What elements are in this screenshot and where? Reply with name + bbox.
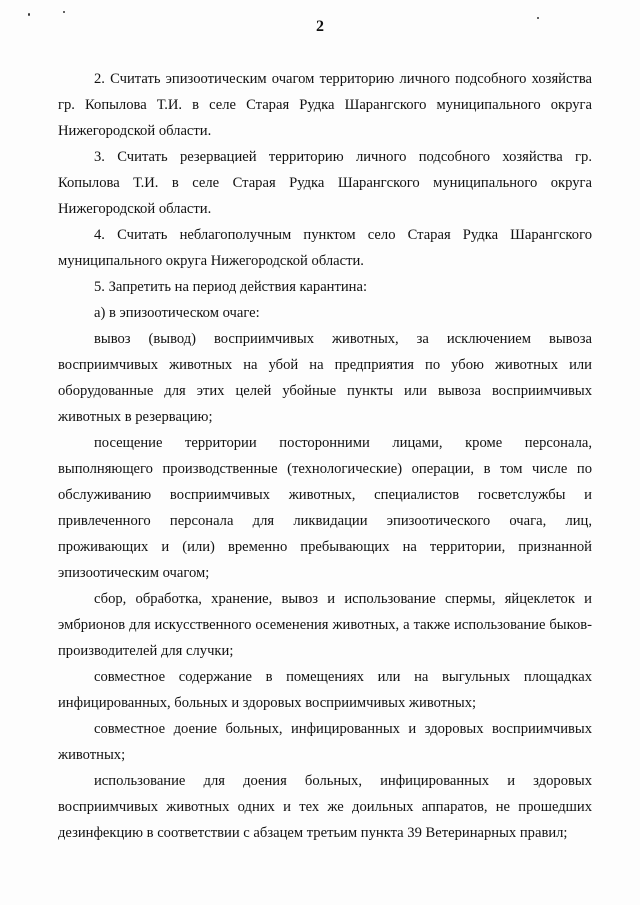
paragraph-5: 5. Запретить на период действия карантина: bbox=[94, 279, 368, 295]
paragraph-2: 2. Считать эпизоотическим очагом территорию личного подсобного хозяйства гр. Копылова Т.И. в селе Старая Рудка Шарангского муниципального округа Нижегородской области. bbox=[58, 71, 592, 139]
restriction-item: посещение территории посторонними лицами, кроме персонала, выполняющего производственные (технологические) операции, в том числе по обслуживанию восприимчивых животных, специалистов госветслужбы и привлеченного персонала для ликвидации эпизоотического очага, лиц, проживающих и (или) временно пребывающих на территории, признанной эпизоотическим очагом; bbox=[58, 435, 592, 581]
restriction-item: сбор, обработка, хранение, вывоз и использование спермы, яйцеклеток и эмбрионов для искусственного осеменения животных, а также использование быков-производителей для случки; bbox=[58, 591, 592, 659]
scan-speck bbox=[28, 13, 30, 16]
document-body bbox=[58, 66, 592, 846]
restriction-item: совместное содержание в помещениях или на выгульных площадках инфицированных, больных и здоровых восприимчивых животных; bbox=[58, 669, 592, 711]
restriction-item: использование для доения больных, инфицированных и здоровых восприимчивых животных одних и тех же доильных аппаратов, не прошедших дезинфекцию в соответствии с абзацем третьим пункта 39 Ветеринарных правил; bbox=[58, 773, 592, 841]
paragraph-4: 4. Считать неблагополучным пунктом село Старая Рудка Шарангского муниципального округа Нижегородской области. bbox=[58, 227, 592, 269]
restriction-item: вывоз (вывод) восприимчивых животных, за исключением вывоза восприимчивых животных на убой на предприятия по убою животных или оборудованные для этих целей убойные пункты или вывоза восприимчивых животных в резервацию; bbox=[58, 331, 592, 425]
paragraph-3: 3. Считать резервацией территорию личного подсобного хозяйства гр. Копылова Т.И. в селе Старая Рудка Шарангского муниципального округа Нижегородской области. bbox=[58, 149, 592, 217]
subparagraph-a: а) в эпизоотическом очаге: bbox=[94, 305, 260, 321]
restriction-item: совместное доение больных, инфицированных и здоровых восприимчивых животных; bbox=[58, 721, 592, 763]
page-number: 2 bbox=[316, 18, 324, 35]
scan-speck bbox=[63, 11, 65, 13]
